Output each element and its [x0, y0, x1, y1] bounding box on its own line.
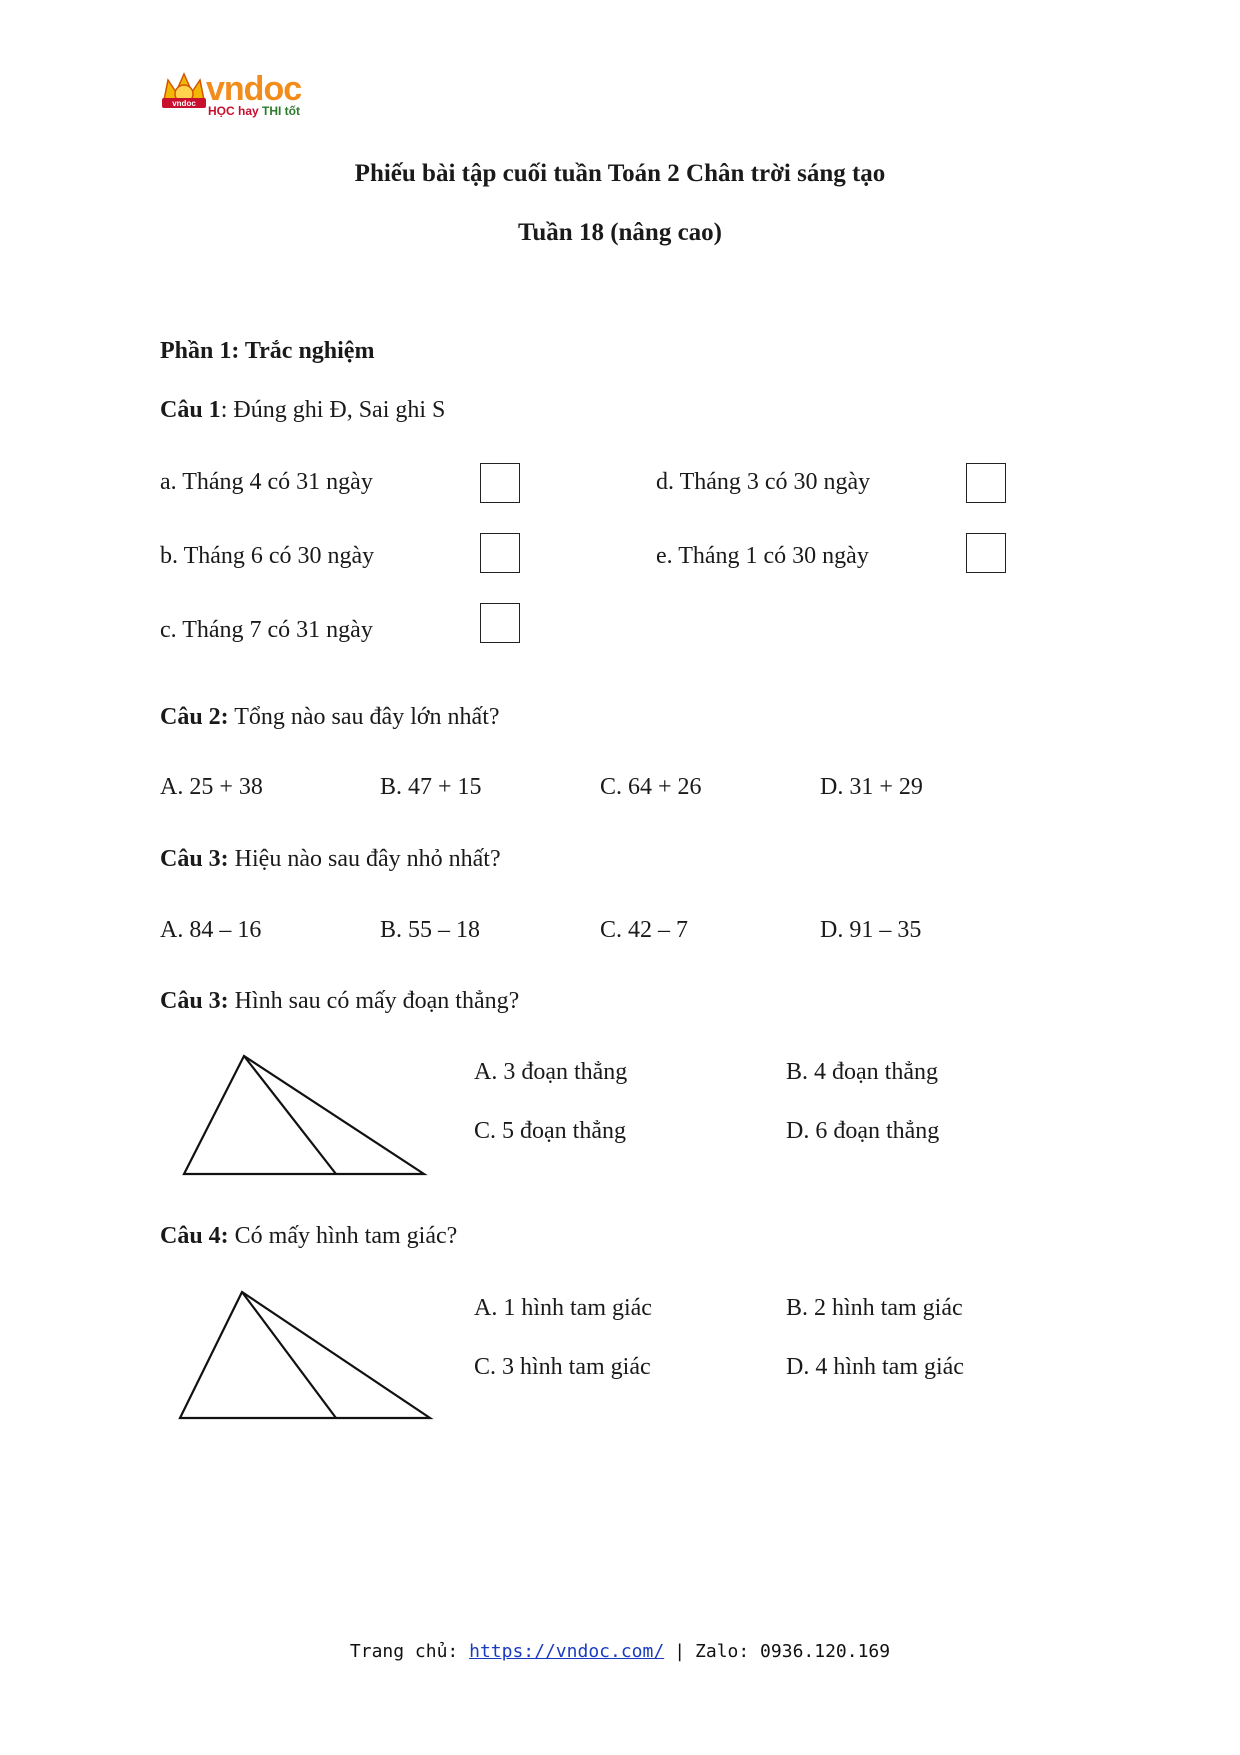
q3b-option-a[interactable]: A. 3 đoạn thẳng — [474, 1059, 628, 1085]
q2-text: Tổng nào sau đây lớn nhất? — [228, 704, 500, 730]
q4-inner-segment — [242, 1292, 336, 1418]
q3-option-d[interactable]: D. 91 – 35 — [820, 917, 922, 943]
q3b-option-c[interactable]: C. 5 đoạn thẳng — [474, 1118, 626, 1144]
q4-option-b[interactable]: B. 2 hình tam giác — [786, 1295, 963, 1321]
q4-option-c[interactable]: C. 3 hình tam giác — [474, 1354, 651, 1380]
q3b-triangle-outline — [184, 1056, 424, 1174]
footer-zalo: Zalo: 0936.120.169 — [695, 1641, 891, 1662]
q2-prompt — [160, 705, 500, 729]
q3b-triangle-figure — [176, 1052, 432, 1180]
page-title: Phiếu bài tập cuối tuần Toán 2 Chân trời sáng tạo — [354, 160, 886, 187]
q1-prompt — [160, 398, 445, 422]
q1-answer-box-c[interactable] — [480, 603, 520, 643]
q3-label: Câu 3: — [160, 846, 229, 872]
q3-prompt — [160, 847, 501, 871]
footer-home-link[interactable]: https://vndoc.com/ — [469, 1641, 665, 1662]
logo-tagline — [208, 104, 300, 118]
logo-brand: vndoc — [206, 70, 302, 108]
q4-text: Có mấy hình tam giác? — [228, 1223, 458, 1249]
q1-answer-box-e[interactable] — [966, 533, 1006, 573]
q1-item-a: a. Tháng 4 có 31 ngày — [160, 469, 373, 495]
q2-option-a[interactable]: A. 25 + 38 — [160, 774, 263, 800]
q3b-label: Câu 3: — [160, 988, 229, 1014]
q1-item-e: e. Tháng 1 có 30 ngày — [656, 543, 869, 569]
q4-option-a[interactable]: A. 1 hình tam giác — [474, 1295, 652, 1321]
q3b-prompt — [160, 989, 519, 1013]
q1-text: : Đúng ghi Đ, Sai ghi S — [220, 397, 446, 423]
q3-option-a[interactable]: A. 84 – 16 — [160, 917, 262, 943]
q1-answer-box-b[interactable] — [480, 533, 520, 573]
q4-triangle-figure — [172, 1288, 436, 1424]
page-subtitle: Tuần 18 (nâng cao) — [518, 219, 722, 246]
q1-label: Câu 1 — [160, 397, 221, 423]
footer-prefix: Trang chủ: — [349, 1641, 470, 1662]
q2-option-b[interactable]: B. 47 + 15 — [380, 774, 482, 800]
q1-item-b: b. Tháng 6 có 30 ngày — [160, 543, 375, 569]
footer-separator: | — [674, 1641, 686, 1662]
q4-triangle-outline — [180, 1292, 430, 1418]
q2-option-d[interactable]: D. 31 + 29 — [820, 774, 923, 800]
q1-answer-box-d[interactable] — [966, 463, 1006, 503]
q4-label: Câu 4: — [160, 1223, 229, 1249]
q3b-text: Hình sau có mấy đoạn thẳng? — [228, 988, 520, 1014]
q3-option-c[interactable]: C. 42 – 7 — [600, 917, 689, 943]
logo-tagline-green: THI tốt — [262, 104, 301, 118]
page-footer — [0, 1641, 1240, 1662]
q4-option-d[interactable]: D. 4 hình tam giác — [786, 1354, 964, 1380]
q2-option-c[interactable]: C. 64 + 26 — [600, 774, 702, 800]
q1-item-c: c. Tháng 7 có 31 ngày — [160, 617, 373, 643]
q3-option-b[interactable]: B. 55 – 18 — [380, 917, 481, 943]
vndoc-logo — [160, 70, 320, 122]
q4-prompt — [160, 1224, 457, 1248]
part1-heading: Phần 1: Trắc nghiệm — [160, 338, 375, 364]
logo-tagline-red: HỌC hay — [208, 104, 263, 118]
q3b-option-d[interactable]: D. 6 đoạn thẳng — [786, 1118, 940, 1144]
q1-item-d: d. Tháng 3 có 30 ngày — [656, 469, 871, 495]
q3b-option-b[interactable]: B. 4 đoạn thẳng — [786, 1059, 938, 1085]
q1-answer-box-a[interactable] — [480, 463, 520, 503]
q2-label: Câu 2: — [160, 704, 229, 730]
logo-badge: vndoc — [172, 99, 196, 108]
q3-text: Hiệu nào sau đây nhỏ nhất? — [228, 846, 501, 872]
crown-emblem-icon — [160, 70, 208, 122]
q3b-inner-segment — [244, 1056, 336, 1174]
